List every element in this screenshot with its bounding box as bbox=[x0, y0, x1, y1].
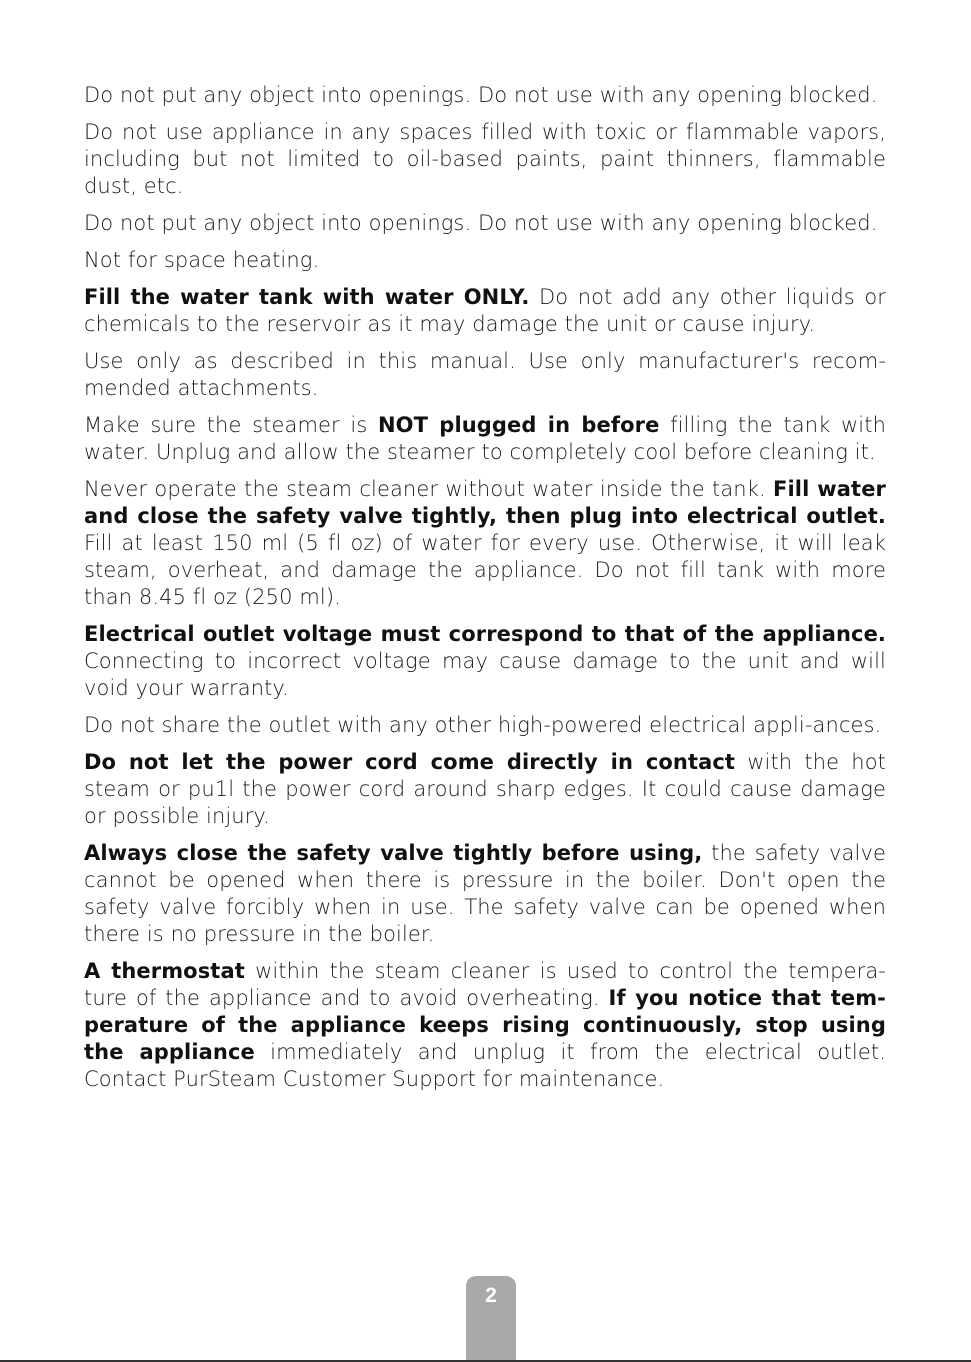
bold-text: Fill water and close the safety valve tightly, then plug into electrical outlet. bbox=[84, 477, 886, 528]
bold-text: Do not let the power cord come directly in contact bbox=[84, 750, 736, 774]
instruction-paragraph bbox=[84, 712, 886, 739]
instruction-paragraph bbox=[84, 247, 886, 274]
body-text: the safety valve cannot be opened when there is pressure in the boiler. Don't open the safety valve forcibly when in use. The safety valve can be opened when there is no pressure in the boiler. bbox=[84, 841, 886, 946]
body-text: Connecting to incorrect voltage may cause damage to the unit and will void your warranty. bbox=[84, 649, 886, 700]
instruction-paragraph bbox=[84, 348, 886, 402]
instruction-paragraph bbox=[84, 412, 886, 466]
instruction-paragraph bbox=[84, 284, 886, 338]
page-number-tab bbox=[466, 1276, 516, 1362]
safety-instructions bbox=[84, 82, 886, 1103]
body-text: Make sure the steamer is bbox=[84, 413, 378, 437]
instruction-paragraph bbox=[84, 210, 886, 237]
instruction-paragraph bbox=[84, 621, 886, 702]
body-text: filling the tank with water. Unplug and allow the steamer to completely cool before cleaning it. bbox=[84, 413, 886, 464]
instruction-paragraph bbox=[84, 119, 886, 200]
body-text: Do not put any object into openings. Do not use with any opening blocked. bbox=[84, 83, 878, 107]
body-text: Do not add any other liquids or chemicals to the reservoir as it may damage the unit or cause injury. bbox=[84, 285, 886, 336]
bold-text: Electrical outlet voltage must correspond to that of the appliance. bbox=[84, 622, 886, 646]
body-text: Do not share the outlet with any other high-powered electrical appli-ances. bbox=[84, 713, 882, 737]
bold-text: NOT plugged in before bbox=[378, 413, 660, 437]
body-text: Do not use appliance in any spaces filled with toxic or flammable vapors, including but not limited to oil-based paints, paint thinners, flammable dust, etc. bbox=[84, 120, 886, 198]
bold-text: Fill the water tank with water ONLY. bbox=[84, 285, 530, 309]
instruction-paragraph bbox=[84, 840, 886, 948]
instruction-paragraph bbox=[84, 476, 886, 611]
body-text: with the hot steam or pu1l the power cord around sharp edges. It could cause damage or possible injury. bbox=[84, 750, 886, 828]
body-text: Never operate the steam cleaner without water inside the tank. bbox=[84, 477, 774, 501]
body-text: Use only as described in this manual. Use only manufacturer's recom-mended attachments. bbox=[84, 349, 886, 400]
instruction-paragraph bbox=[84, 958, 886, 1093]
body-text: within the steam cleaner is used to control the tempera-ture of the appliance and to avoid overheating. bbox=[84, 959, 886, 1010]
body-text: Not for space heating. bbox=[84, 248, 320, 272]
body-text: immediately and unplug it from the electrical outlet. Contact PurSteam Customer Support for maintenance. bbox=[84, 1040, 886, 1091]
body-text: Do not put any object into openings. Do not use with any opening blocked. bbox=[84, 211, 878, 235]
page-number: 2 bbox=[485, 1284, 497, 1307]
bold-text: Always close the safety valve tightly before using, bbox=[84, 841, 703, 865]
bold-text: If you notice that tem-perature of the appliance keeps rising continuously, stop using the appliance bbox=[84, 986, 886, 1064]
instruction-paragraph bbox=[84, 82, 886, 109]
bold-text: A thermostat bbox=[84, 959, 245, 983]
body-text: Fill at least 150 ml (5 fl oz) of water for every use. Otherwise, it will leak steam, overheat, and damage the appliance. Do not fill tank with more than 8.45 fl oz (250 ml). bbox=[84, 531, 886, 609]
instruction-paragraph bbox=[84, 749, 886, 830]
